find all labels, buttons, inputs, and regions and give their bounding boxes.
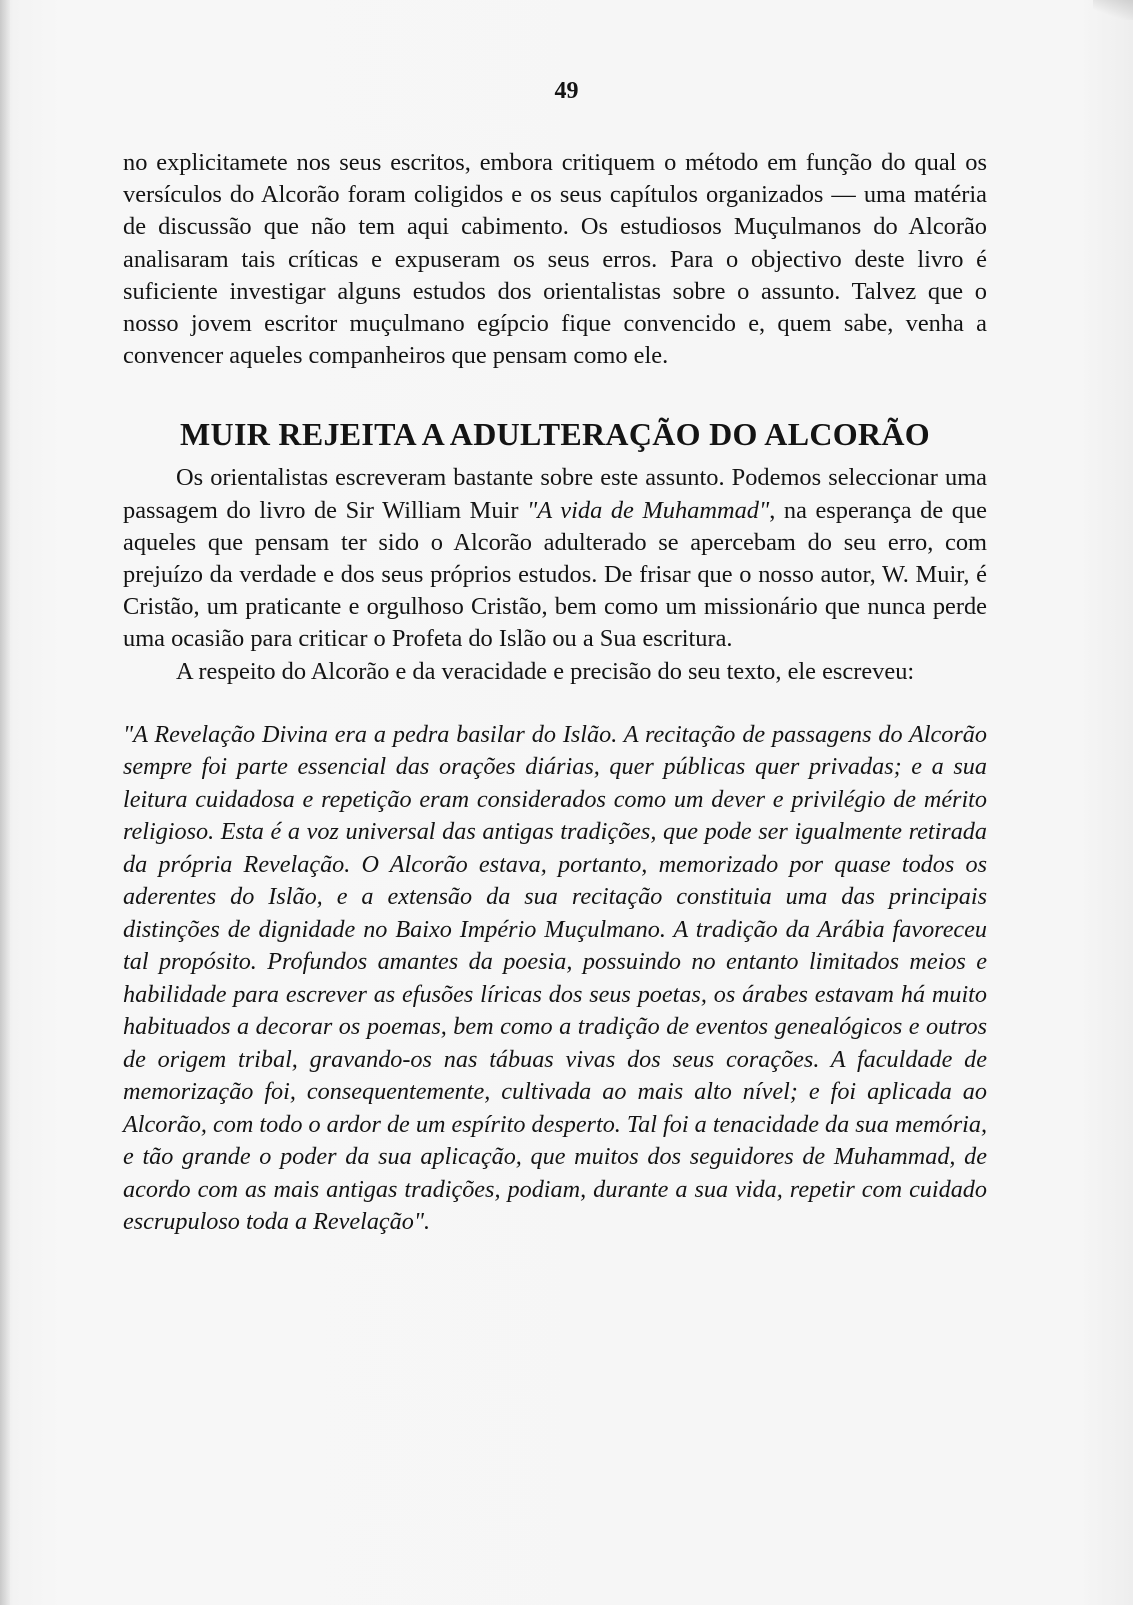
paragraph-muir-intro-start: Os orientalistas escreveram bastante sobre este assunto. Podemos seleccionar uma passagem do livro de Sir William Muir bbox=[123, 464, 987, 524]
paragraph-muir-intro-end: , na esperança de que aqueles que pensam ter sido o Alcorão adulterado se apercebam do seu erro, com prejuízo da verdade e dos seus próprios estudos. De frisar que o nosso autor, W. Muir, é Cristão, um praticante e orgulhoso Cristão, bem como um missionário que nunca perde uma ocasião para criticar o Profeta do Islão ou a Sua escritura. bbox=[123, 496, 987, 653]
paragraph-continuation: no explicitamete nos seus escritos, embora critiquem o método em função do qual os versículos do Alcorão foram coligidos e os seus capítulos organizados — uma matéria de discussão que não tem aqui cabimento. Os estudiosos Muçulmanos do Alcorão analisaram tais críticas e expuseram os seus erros. Para o objectivo deste livro é suficiente investigar alguns estudos dos orientalistas sobre o assunto. Talvez que o nosso jovem escritor muçulmano egípcio fique convencido e, quem sabe, venha a convencer aqueles companheiros que pensam como ele. bbox=[123, 149, 987, 370]
page-number: 49 bbox=[554, 78, 579, 104]
page-body bbox=[123, 147, 987, 1239]
paragraph-muir-intro bbox=[123, 462, 987, 655]
page-binding-shadow bbox=[0, 0, 10, 1605]
section-heading: MUIR REJEITA A ADULTERAÇÃO DO ALCORÃO bbox=[180, 416, 930, 453]
page-corner-shadow bbox=[1093, 0, 1133, 20]
book-title: "A vida de Muhammad" bbox=[527, 496, 770, 524]
paragraph-quote-lead: A respeito do Alcorão e da veracidade e precisão do seu texto, ele escreveu: bbox=[176, 657, 915, 685]
block-quote: "A Revelação Divina era a pedra basilar do Islão. A recitação de passagens do Alcorão sempre foi parte essencial das orações diárias, quer públicas quer privadas; e a sua leitura cuidadosa e repetição eram considerados como um dever e privilégio de mérito religioso. Esta é a voz universal das antigas tradições, que pode ser igualmente retirada da própria Revelação. O Alcorão estava, portanto, memorizado por quase todos os aderentes do Islão, e a extensão da sua recitação constituia uma das principais distinções de dignidade no Baixo Império Muçulmano. A tradição da Arábia favoreceu tal propósito. Profundos amantes da poesia, possuindo no entanto limitados meios e habilidade para escrever as efusões líricas dos seus poetas, os árabes estavam há muito habituados a decorar os poemas, bem como a tradição de eventos genealógicos e outros de origem tribal, gravando-os nas tábuas vivas dos seus corações. A faculdade de memorização foi, consequentemente, cultivada ao mais alto nível; e foi aplicada ao Alcorão, com todo o ardor de um espírito desperto. Tal foi a tenacidade da sua memória, e tão grande o poder da sua aplicação, que muitos dos seguidores de Muhammad, de acordo com as mais antigas tradições, podiam, durante a sua vida, repetir com cuidado escrupuloso toda a Revelação". bbox=[123, 720, 987, 1236]
